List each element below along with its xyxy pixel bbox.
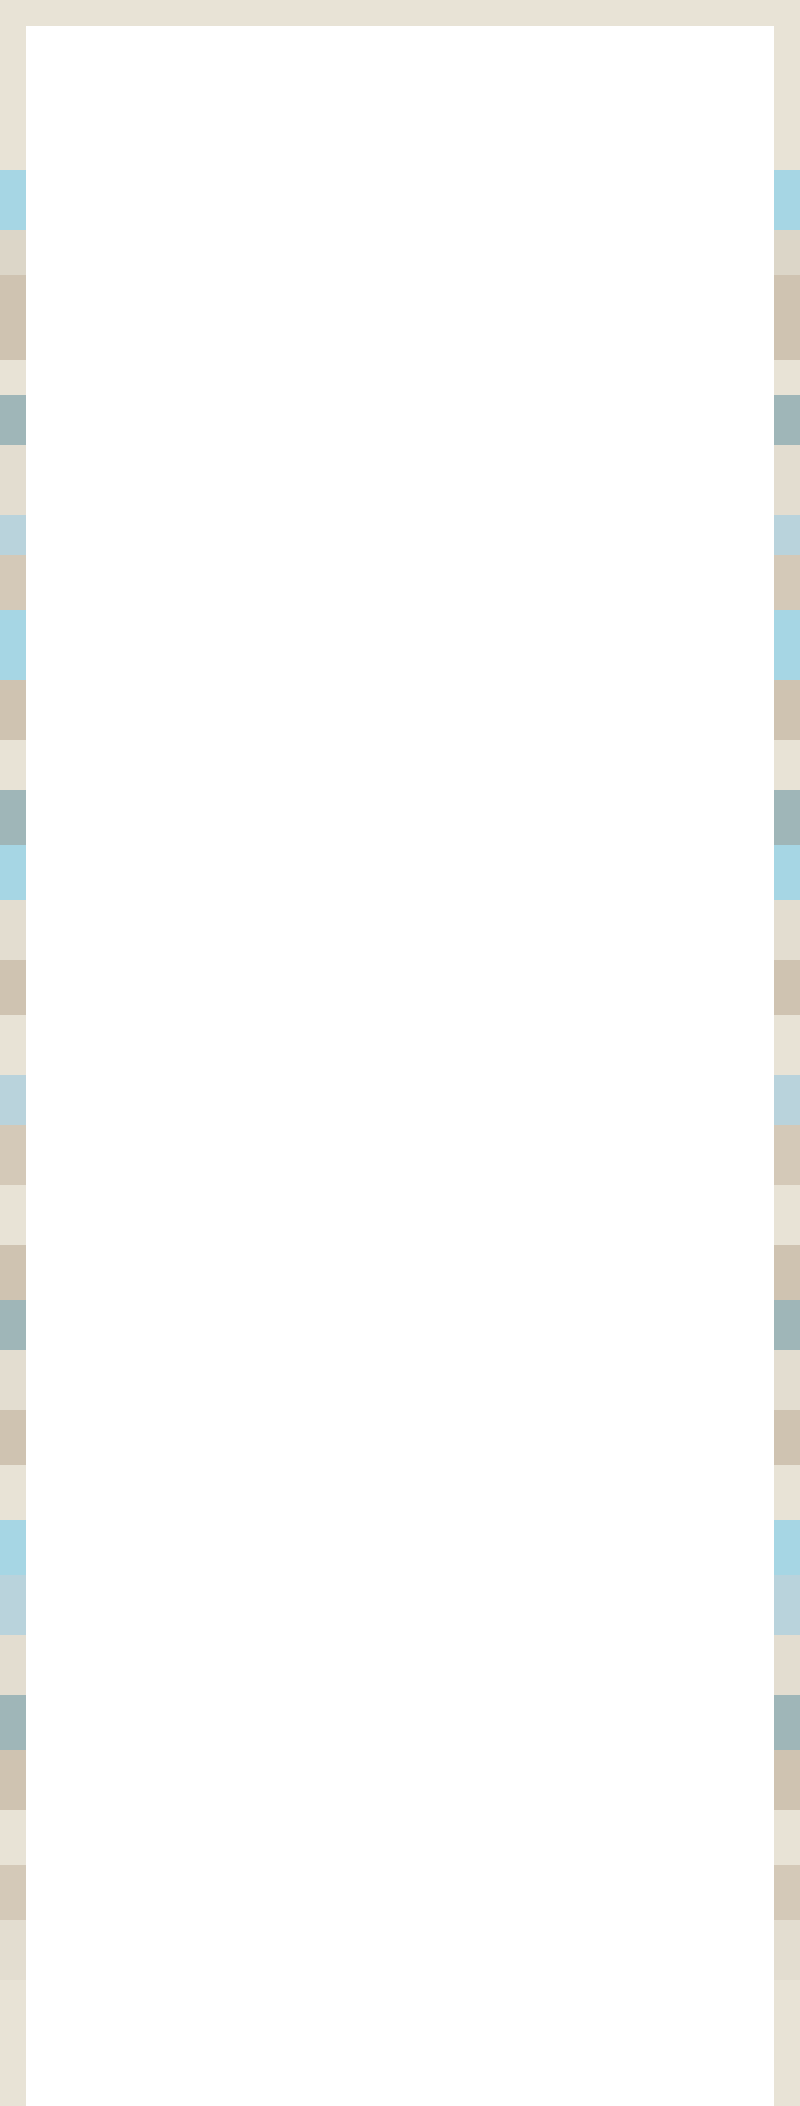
content-sheet <box>26 26 774 2106</box>
